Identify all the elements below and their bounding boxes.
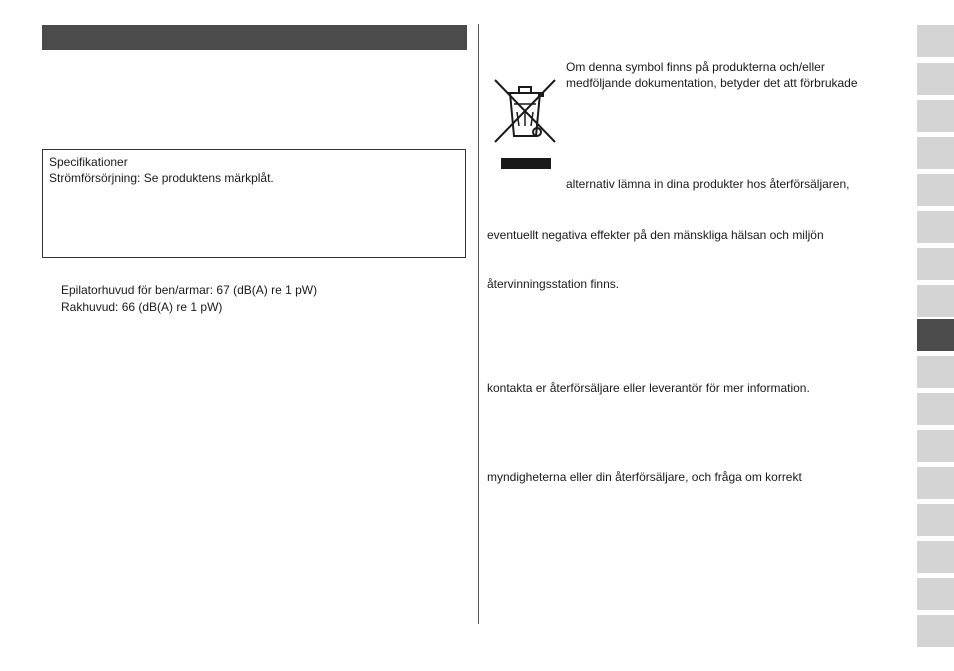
side-tab[interactable]	[917, 504, 954, 536]
column-divider	[478, 24, 479, 624]
side-tab[interactable]	[917, 248, 954, 280]
spec-power-supply: Strömförsörjning: Se produktens märkplåt.	[49, 171, 274, 185]
weee-text-line-1: Om denna symbol finns på produkterna och/eller	[566, 60, 825, 74]
section-header-bar	[42, 25, 467, 50]
side-tab[interactable]	[917, 430, 954, 462]
side-tab[interactable]	[917, 174, 954, 206]
side-tab[interactable]	[917, 467, 954, 499]
side-tab-active[interactable]	[917, 319, 954, 351]
noise-level-epilator: Epilatorhuvud för ben/armar: 67 (dB(A) re 1 pW)	[61, 283, 318, 297]
side-tab[interactable]	[917, 63, 954, 95]
weee-text-line-2: medföljande dokumentation, betyder det att förbrukade	[566, 76, 858, 90]
side-tab[interactable]	[917, 137, 954, 169]
spec-title: Specifikationer	[49, 155, 128, 169]
specifications-box	[42, 149, 466, 258]
side-tab[interactable]	[917, 541, 954, 573]
side-tab[interactable]	[917, 393, 954, 425]
weee-black-bar	[501, 158, 551, 169]
noise-level-shaver: Rakhuvud: 66 (dB(A) re 1 pW)	[61, 300, 223, 314]
weee-text-line-5: återvinningsstation finns.	[487, 277, 620, 291]
side-tab[interactable]	[917, 578, 954, 610]
weee-text-line-6: kontakta er återförsäljare eller leverantör för mer information.	[487, 381, 810, 395]
side-tab[interactable]	[917, 25, 954, 57]
side-tab[interactable]	[917, 100, 954, 132]
weee-text-line-7: myndigheterna eller din återförsäljare, och fråga om korrekt	[487, 470, 802, 484]
weee-text-line-3: alternativ lämna in dina produkter hos återförsäljaren,	[566, 177, 850, 191]
side-tab[interactable]	[917, 615, 954, 647]
side-tab[interactable]	[917, 211, 954, 243]
weee-text-line-4: eventuellt negativa effekter på den mänskliga hälsan och miljön	[487, 228, 824, 242]
side-tab[interactable]	[917, 285, 954, 317]
side-tab[interactable]	[917, 356, 954, 388]
crossed-out-wheelie-bin-icon	[493, 78, 558, 148]
